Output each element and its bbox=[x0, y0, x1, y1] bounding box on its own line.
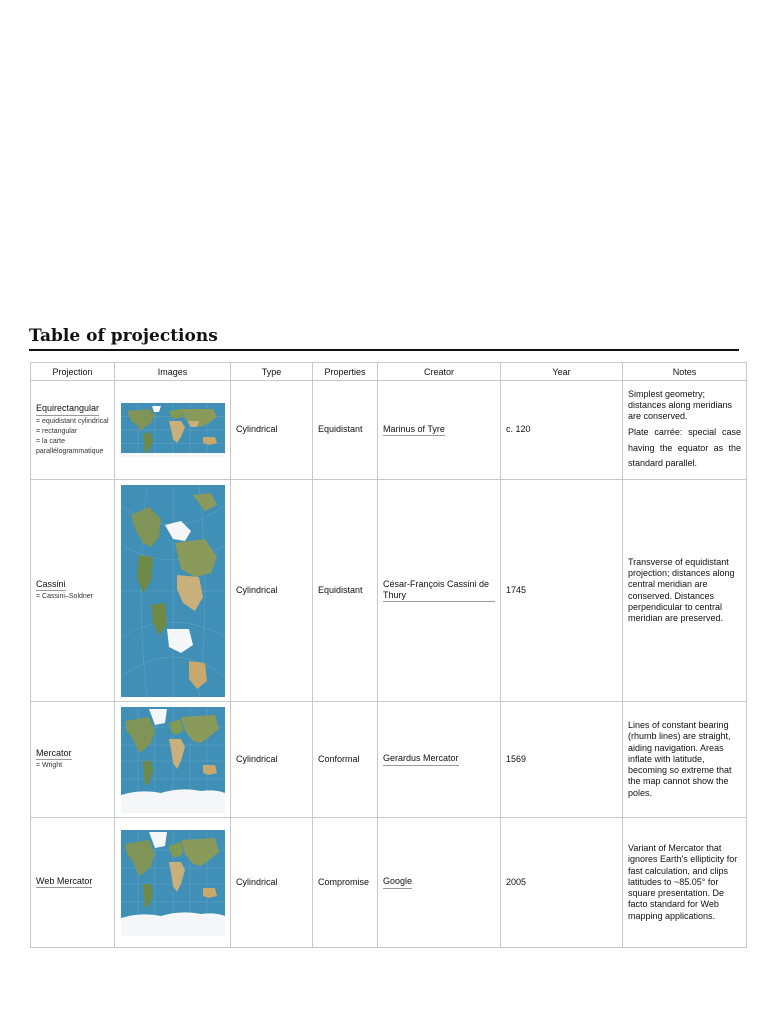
properties-cell: Equidistant bbox=[313, 381, 378, 480]
note-text: Lines of constant bearing (rhumb lines) are straight, aiding navigation. Areas inflate with latitude, becoming so extreme that the map cannot show the poles. bbox=[628, 720, 732, 798]
header-year: Year bbox=[501, 363, 623, 381]
creator-link[interactable]: Marinus of Tyre bbox=[383, 424, 445, 437]
table-row bbox=[31, 381, 747, 480]
creator-cell bbox=[378, 818, 501, 948]
type-cell: Cylindrical bbox=[231, 702, 313, 818]
alias-text: = rectangular bbox=[36, 427, 78, 435]
notes-cell bbox=[623, 702, 747, 818]
image-cell bbox=[115, 818, 231, 948]
creator-link[interactable]: César-François Cassini de Thury bbox=[383, 579, 495, 603]
note-text: Variant of Mercator that ignores Earth's ellipticity for fast calculation, and clips latitudes to ~85.05° for square presentation. De facto standard for Web mapping applications. bbox=[628, 843, 738, 921]
type-cell: Cylindrical bbox=[231, 480, 313, 702]
table-row bbox=[31, 818, 747, 948]
projection-link-mercator[interactable]: Mercator bbox=[36, 748, 72, 761]
projection-link-web-mercator[interactable]: Web Mercator bbox=[36, 876, 92, 889]
properties-cell: Equidistant bbox=[313, 480, 378, 702]
table-row bbox=[31, 702, 747, 818]
year-cell: 2005 bbox=[501, 818, 623, 948]
year-cell: 1569 bbox=[501, 702, 623, 818]
year-cell: 1745 bbox=[501, 480, 623, 702]
projection-link-equirectangular[interactable]: Equirectangular bbox=[36, 403, 99, 416]
alias-text: = equidistant cylindrical bbox=[36, 417, 109, 425]
table-row bbox=[31, 480, 747, 702]
properties-cell: Compromise bbox=[313, 818, 378, 948]
header-projection: Projection bbox=[31, 363, 115, 381]
equirectangular-map-image[interactable] bbox=[121, 403, 225, 457]
mercator-map-image[interactable] bbox=[121, 707, 225, 813]
image-cell bbox=[115, 480, 231, 702]
projection-name-cell bbox=[31, 702, 115, 818]
notes-cell bbox=[623, 480, 747, 702]
alias-text: = Wright bbox=[36, 762, 63, 770]
year-cell: c. 120 bbox=[501, 381, 623, 480]
properties-cell: Conformal bbox=[313, 702, 378, 818]
notes-cell bbox=[623, 381, 747, 480]
note-text: Simplest geometry; distances along meridians are conserved. bbox=[628, 388, 733, 422]
creator-cell bbox=[378, 381, 501, 480]
type-cell: Cylindrical bbox=[231, 818, 313, 948]
header-images: Images bbox=[115, 363, 231, 381]
header-notes: Notes bbox=[623, 363, 747, 381]
header-type: Type bbox=[231, 363, 313, 381]
web-mercator-map-image[interactable] bbox=[121, 830, 225, 936]
table-header-row bbox=[31, 363, 747, 381]
image-cell bbox=[115, 702, 231, 818]
projections-table bbox=[30, 362, 747, 948]
creator-cell bbox=[378, 702, 501, 818]
note-text: Transverse of equidistant projection; distances along central meridian are conserved. Distances perpendicular to central meridian are preserved. bbox=[628, 556, 735, 623]
creator-cell bbox=[378, 480, 501, 702]
projection-name-cell bbox=[31, 381, 115, 480]
notes-cell bbox=[623, 818, 747, 948]
image-cell bbox=[115, 381, 231, 480]
alias-text: = Cassini–Soldner bbox=[36, 593, 94, 601]
header-properties: Properties bbox=[313, 363, 378, 381]
cassini-map-image[interactable] bbox=[121, 485, 225, 697]
creator-link[interactable]: Google bbox=[383, 876, 412, 889]
header-creator: Creator bbox=[378, 363, 501, 381]
projection-name-cell bbox=[31, 818, 115, 948]
type-cell: Cylindrical bbox=[231, 381, 313, 480]
projection-name-cell bbox=[31, 480, 115, 702]
note-text: Plate carrée: special case having the equator as the standard parallel. bbox=[628, 427, 741, 469]
projection-link-cassini[interactable]: Cassini bbox=[36, 579, 66, 592]
section-title: Table of projections bbox=[29, 326, 739, 351]
creator-link[interactable]: Gerardus Mercator bbox=[383, 753, 459, 766]
alias-text: = la carte parallélogrammatique bbox=[36, 437, 104, 456]
